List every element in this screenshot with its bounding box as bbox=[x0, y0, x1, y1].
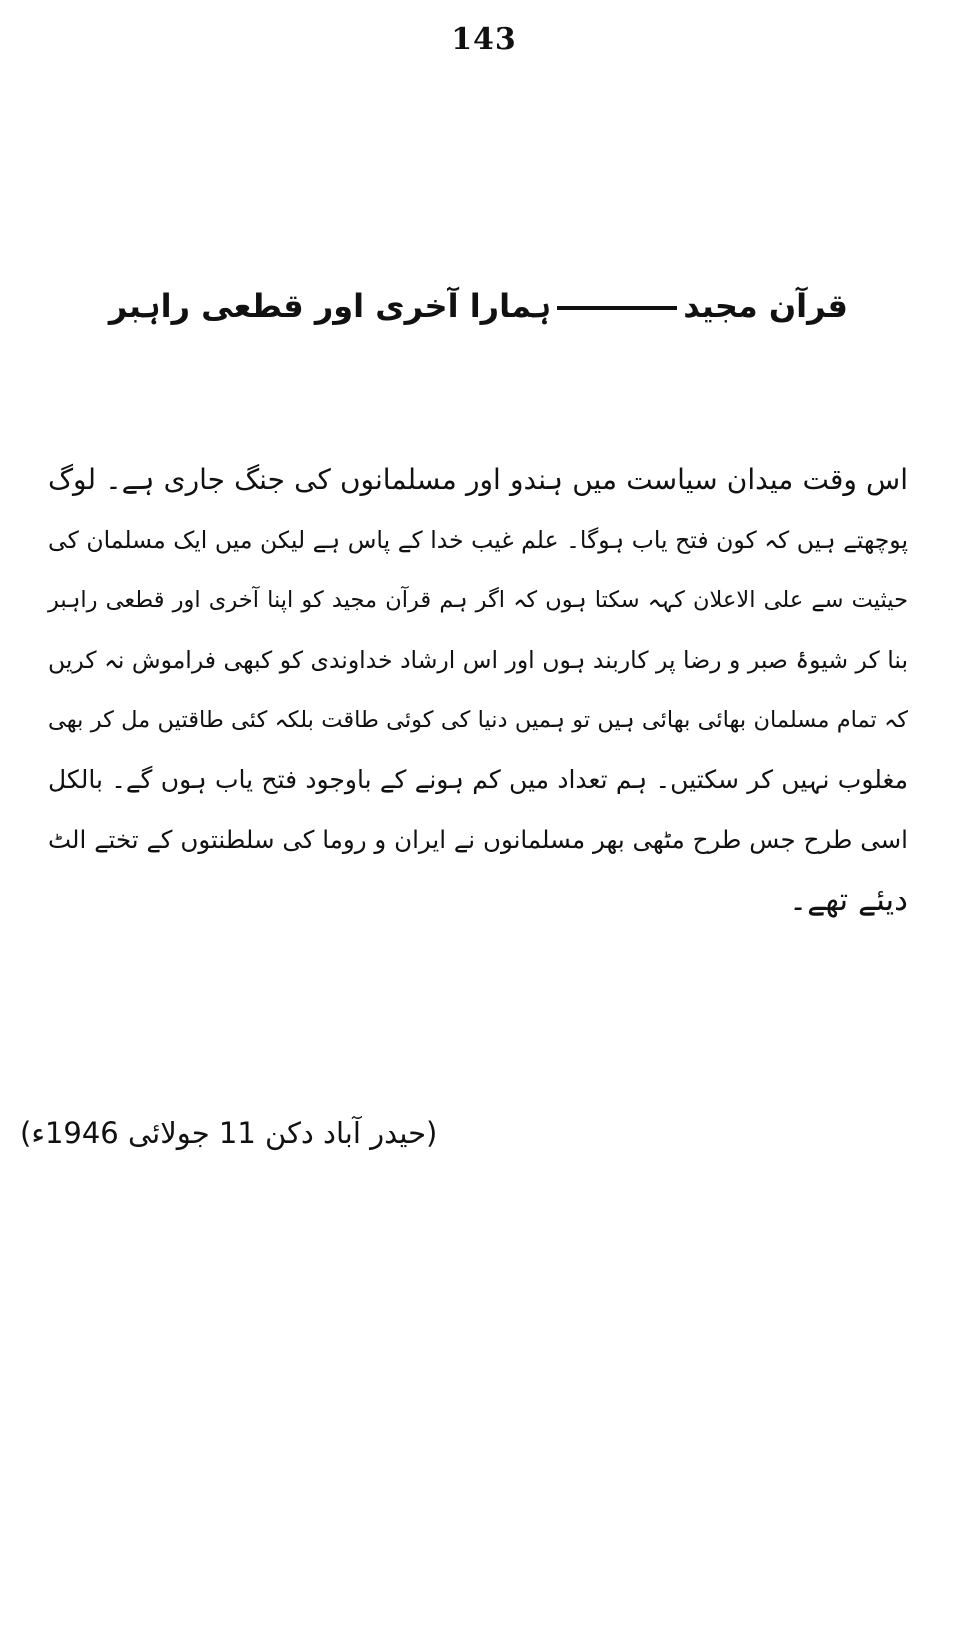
body-line: اس وقت میدان سیاست میں ہندو اور مسلمانوں کی جنگ جاری ہے۔ لوگ bbox=[48, 463, 908, 496]
body-line: مغلوب نہیں کر سکتیں۔ ہم تعداد میں کم ہونے کے باوجود فتح یاب ہوں گے۔ بالکل bbox=[48, 765, 908, 794]
body-paragraph bbox=[48, 450, 908, 930]
body-line: دیئے تھے۔ bbox=[788, 882, 908, 918]
title-part-2: ہمارا آخری اور قطعی راہبر bbox=[108, 287, 552, 325]
body-line: بنا کر شیوۂ صبر و رضا پر کاربند ہوں اور اس ارشاد خداوندی کو کبھی فراموش نہ کریں bbox=[48, 646, 908, 674]
body-line: کہ تمام مسلمان بھائی بھائی ہیں تو ہمیں دنیا کی کوئی طاقت بلکہ کئی طاقتیں مل کر بھی bbox=[48, 707, 908, 733]
title-part-1: قرآن مجید bbox=[683, 287, 848, 325]
dateline: (حیدر آباد دکن 11 جولائی 1946ء) bbox=[20, 1116, 438, 1150]
body-line: حیثیت سے علی الاعلان کہہ سکتا ہوں کہ اگر ہم قرآن مجید کو اپنا آخری اور قطعی راہبر bbox=[48, 587, 908, 613]
body-line: اسی طرح جس طرح مٹھی بھر مسلمانوں نے ایران و روما کی سلطنتوں کے تختے الٹ bbox=[48, 825, 908, 854]
title-dash bbox=[557, 306, 677, 310]
page-title bbox=[108, 282, 848, 330]
page-number: 143 bbox=[451, 22, 517, 57]
body-line: پوچھتے ہیں کہ کون فتح یاب ہوگا۔ علم غیب خدا کے پاس ہے لیکن میں ایک مسلمان کی bbox=[48, 526, 908, 554]
